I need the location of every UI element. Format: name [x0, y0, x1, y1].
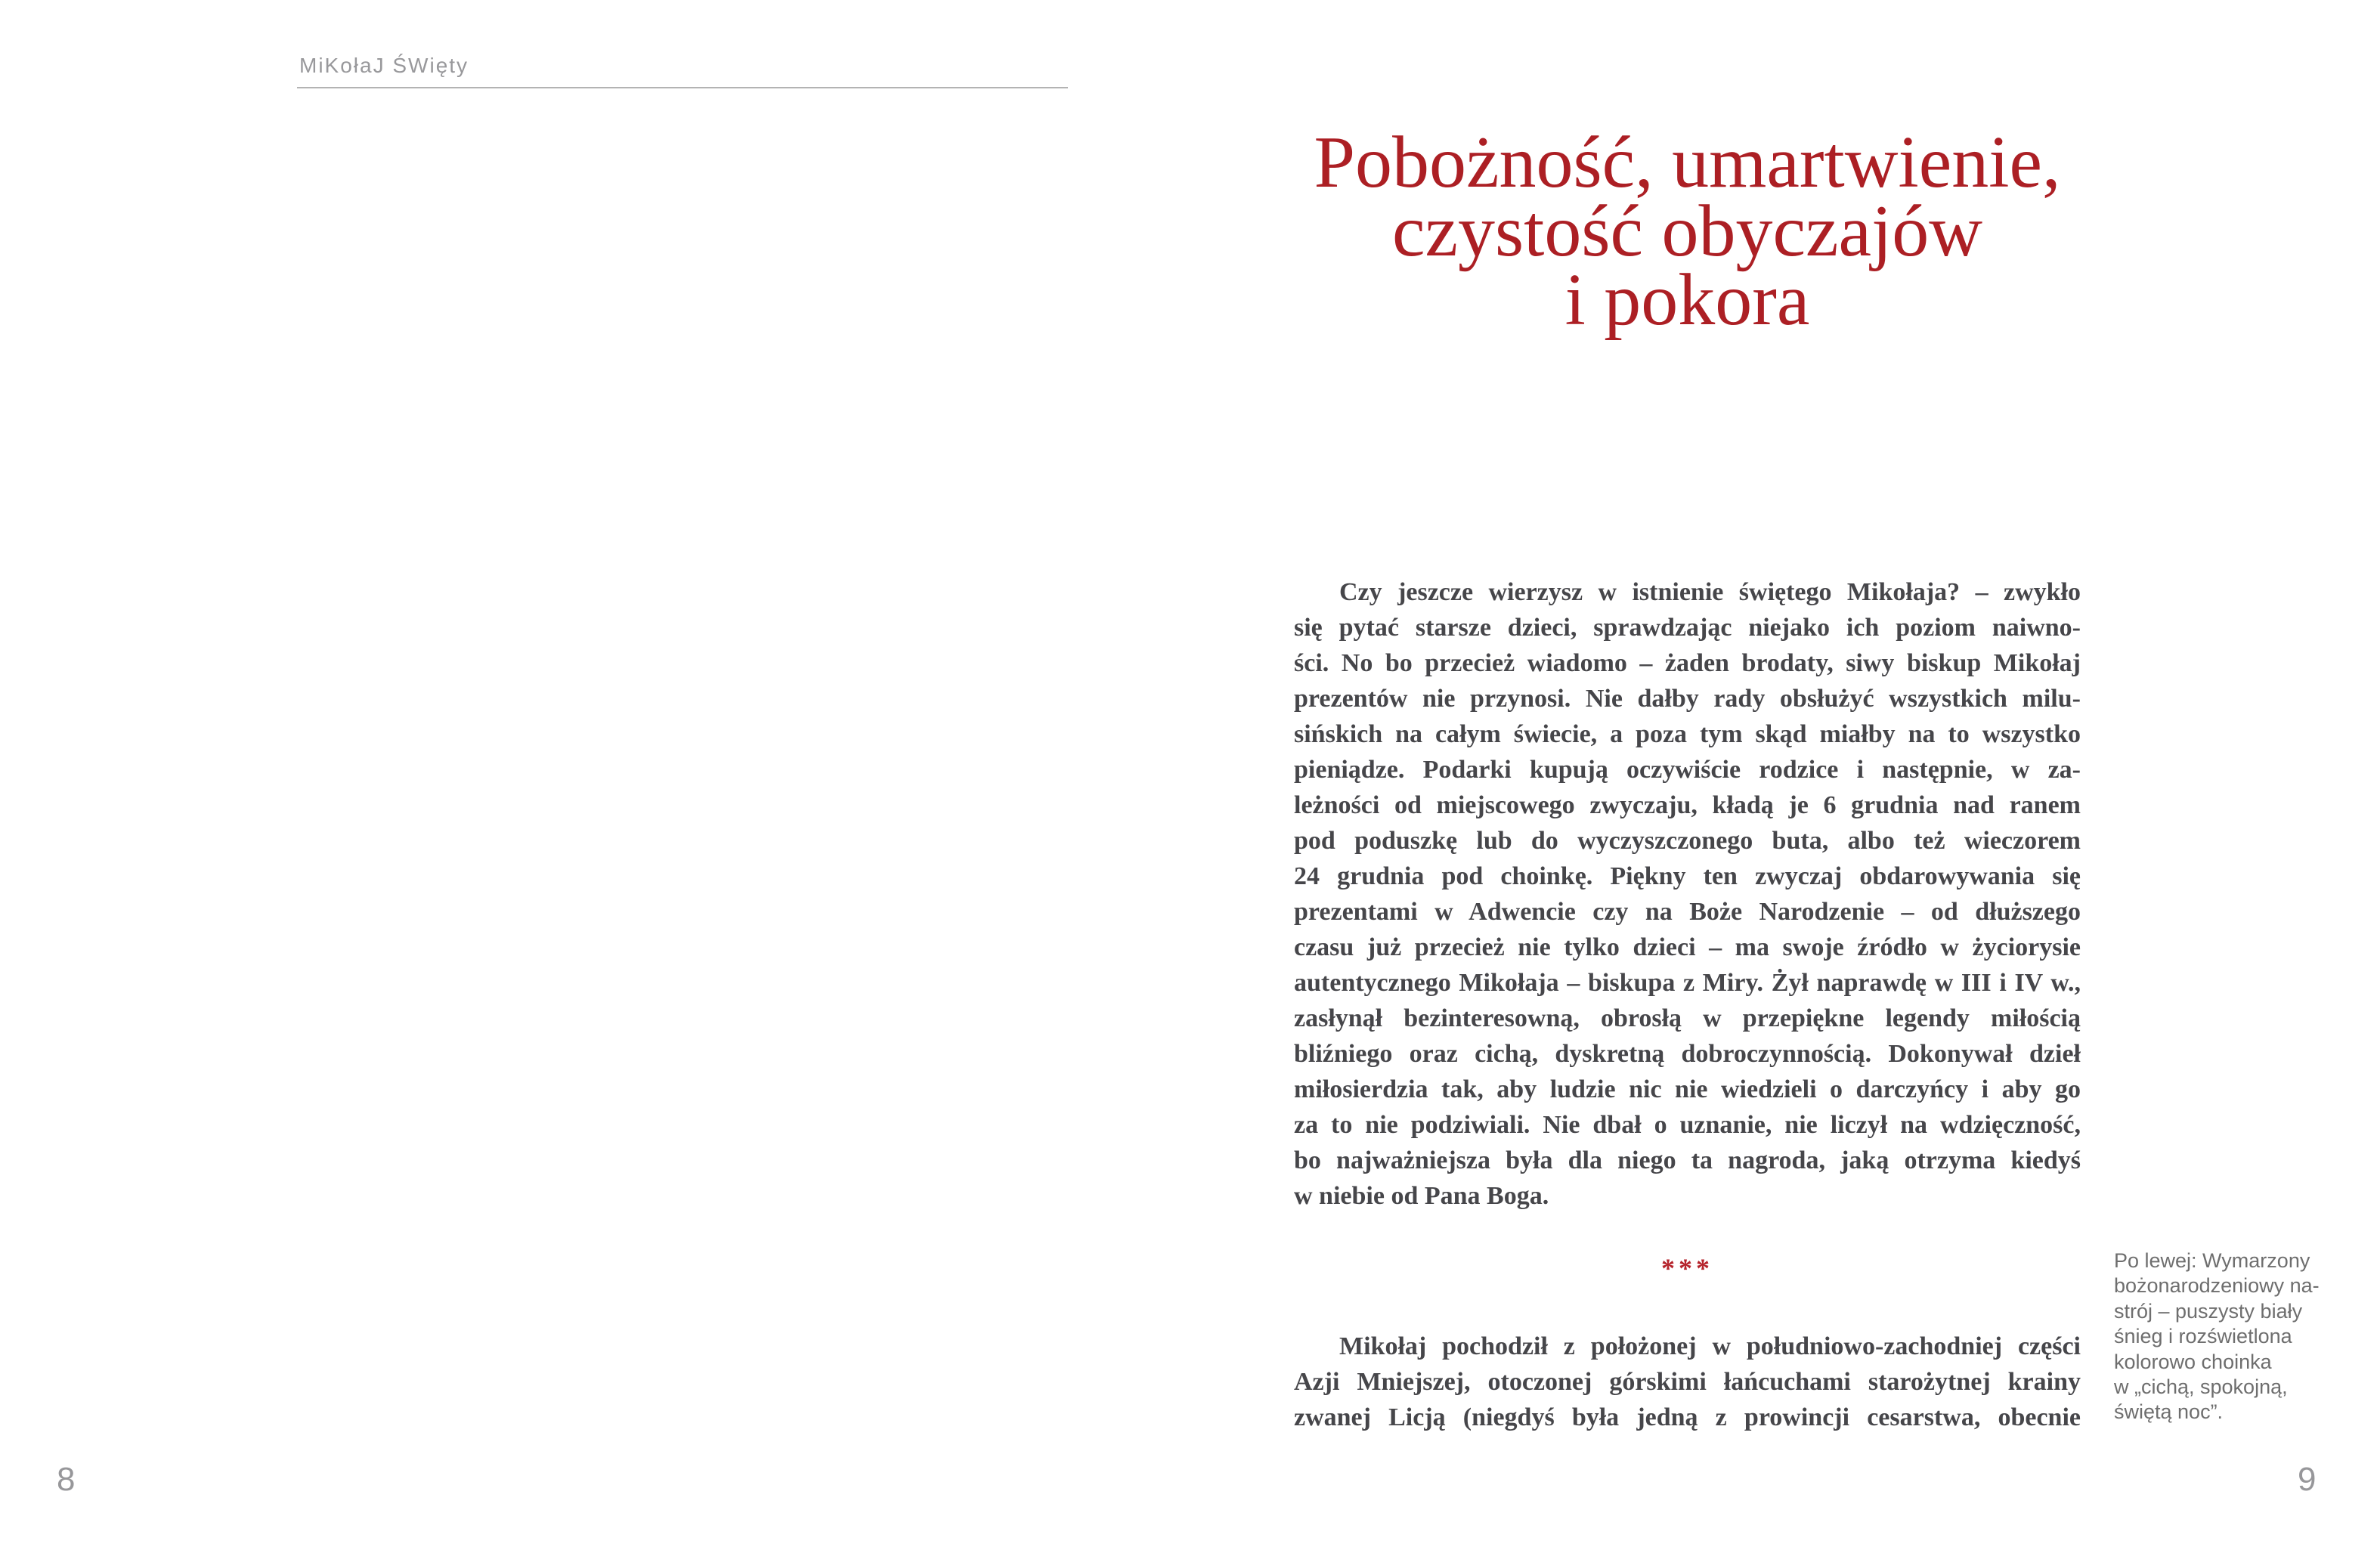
body-text-line: Czy jeszcze wierzysz w istnienie świętego Mikołaja? – zwykło — [1339, 578, 2081, 606]
page-number-left: 8 — [57, 1461, 76, 1498]
body-text-line: miłosierdzia tak, aby ludzie nic nie wiedzieli o darczyńcy i aby go — [1294, 1075, 2081, 1103]
body-text-line: za to nie podziwiali. Nie dbał o uznanie, nie liczył na wdzięczność, — [1294, 1111, 2081, 1139]
body-text-line: autentycznego Mikołaja – biskupa z Miry. Żył naprawdę w III i IV w., — [1294, 969, 2081, 997]
body-text-line: ści. No bo przecież wiadomo – żaden brodaty, siwy biskup Mikołaj — [1294, 649, 2081, 677]
caption-line: świętą noc”. — [2114, 1400, 2224, 1424]
chapter-title — [1294, 122, 2081, 341]
body-text-line: bliźniego oraz cichą, dyskretną dobroczynnością. Dokonywał dzieł — [1294, 1040, 2081, 1068]
chapter-title-line: czystość obyczajów — [1392, 190, 1982, 272]
body-text-line: prezentami w Adwencie czy na Boże Narodzenie – od dłuższego — [1294, 898, 2081, 926]
running-header: MiKołaJ ŚWięty — [299, 54, 469, 77]
body-text-line: się pytać starsze dzieci, sprawdzając niejako ich poziom naiwno- — [1294, 614, 2081, 642]
body-text-line: pieniądze. Podarki kupują oczywiście rodzice i następnie, w za- — [1294, 756, 2081, 784]
body-text-line: czasu już przecież nie tylko dzieci – ma swoje źródło w życiorysie — [1294, 933, 2081, 961]
body-text-line: prezentów nie przynosi. Nie dałby rady obsłużyć wszystkich milu- — [1294, 685, 2081, 713]
body-text-line: Azji Mniejszej, otoczonej górskimi łańcuchami starożytnej krainy — [1294, 1368, 2081, 1396]
body-text-line: zasłynął bezinteresowną, obrosłą w przepiękne legendy miłością — [1294, 1004, 2081, 1032]
body-text-line: zwanej Licją (niegdyś była jedną z prowincji cesarstwa, obecnie — [1294, 1403, 2081, 1431]
section-separator: *** — [1661, 1253, 1713, 1283]
body-text-line: 24 grudnia pod choinkę. Piękny ten zwyczaj obdarowywania się — [1294, 862, 2081, 890]
body-text-line: Mikołaj pochodził z położonej w południowo-zachodniej części — [1339, 1332, 2081, 1360]
body-paragraph-2 — [1294, 1329, 2081, 1435]
chapter-title-line: i pokora — [1564, 259, 1810, 341]
caption-line: Po lewej: Wymarzony — [2114, 1249, 2310, 1272]
body-text-line: bo najważniejsza była dla niego ta nagroda, jaką otrzyma kiedyś — [1294, 1146, 2081, 1174]
caption-line: w „cichą, spokojną, — [2114, 1375, 2288, 1399]
chapter-title-line: Pobożność, umartwienie, — [1314, 122, 2061, 203]
caption-line: bożonarodzeniowy na- — [2114, 1274, 2320, 1298]
caption-line: śnieg i rozświetlona — [2114, 1325, 2292, 1348]
body-text-line: sińskich na całym świecie, a poza tym skąd miałby na to wszystko — [1294, 720, 2081, 748]
caption-line: strój – puszysty biały — [2114, 1299, 2303, 1323]
body-text-line: w niebie od Pana Boga. — [1294, 1182, 1549, 1210]
photo-caption — [2114, 1248, 2341, 1425]
body-text-line: leżności od miejscowego zwyczaju, kładą je 6 grudnia nad ranem — [1294, 791, 2081, 819]
body-text-line: pod poduszkę lub do wyczyszczonego buta, albo też wieczorem — [1294, 827, 2081, 855]
caption-line: kolorowo choinka — [2114, 1350, 2272, 1373]
page-number-right: 9 — [2298, 1461, 2317, 1498]
header-rule — [297, 87, 1068, 88]
body-paragraph-1 — [1294, 574, 2081, 1214]
